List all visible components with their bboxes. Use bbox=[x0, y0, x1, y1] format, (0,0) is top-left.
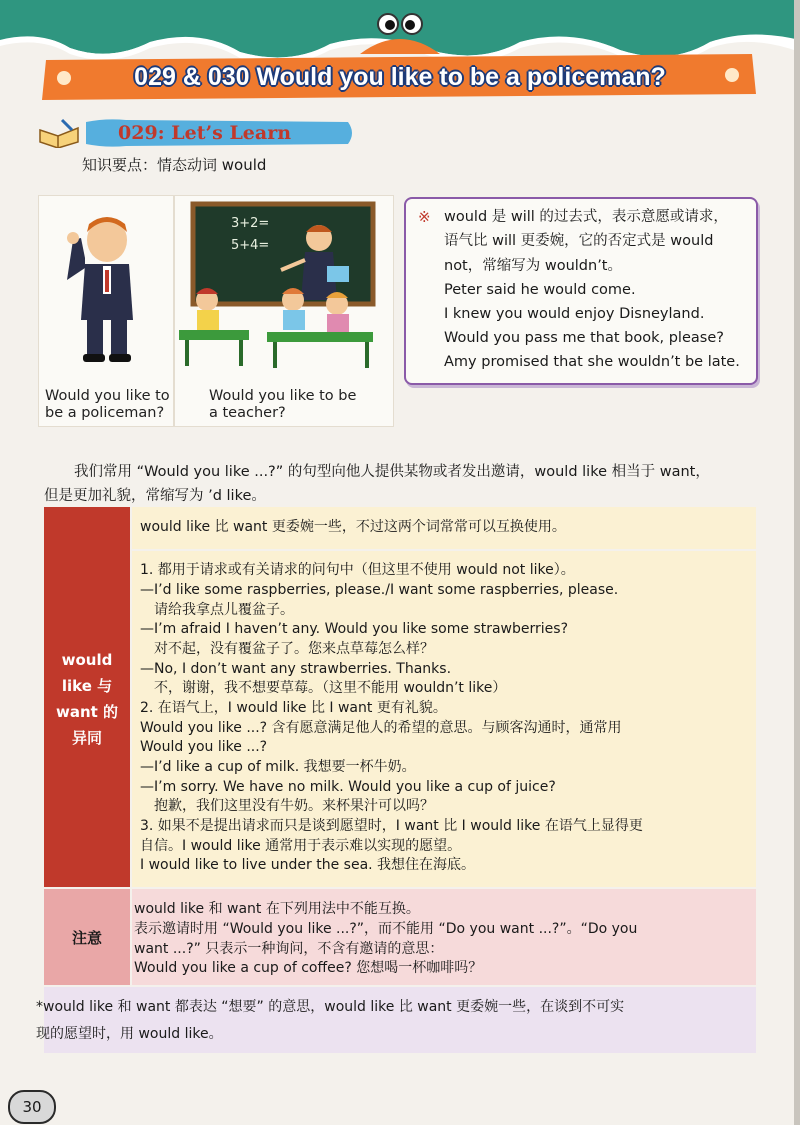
key-points: 知识要点：情态动词 would bbox=[82, 156, 267, 174]
caption-teacher-2: a teacher? bbox=[209, 405, 286, 421]
illustration-teacher bbox=[174, 195, 394, 427]
row2-line: 1. 都用于请求或有关请求的问句中（但这里不使用 would not like）。 bbox=[140, 562, 575, 578]
classroom-image bbox=[177, 200, 389, 372]
row2-line: Would you like ...? 含有愿意满足他人的希望的意思。与顾客沟通时，通常用 bbox=[140, 720, 622, 736]
reference-mark: ※ bbox=[418, 208, 431, 226]
caption-policeman-1: Would you like to bbox=[45, 388, 170, 404]
summary-line-1: *would like 和 want 都表达 “想要” 的意思，would like 比 want 更委婉一些，在谈到不可实 bbox=[36, 999, 625, 1015]
row2-line: —I’d like some raspberries, please./I want some raspberries, please. bbox=[140, 582, 619, 598]
board-text-1: 3+2= bbox=[231, 216, 270, 231]
row2-line: —I’m afraid I haven’t any. Would you like some strawberries? bbox=[140, 621, 569, 637]
row2-line: —I’m sorry. We have no milk. Would you like a cup of juice? bbox=[140, 779, 556, 795]
policeman-image bbox=[59, 210, 155, 366]
label-want: want 的 bbox=[55, 703, 119, 721]
note-line: Peter said he would come. bbox=[444, 282, 636, 298]
caption-policeman-2: be a policeman? bbox=[45, 405, 165, 421]
label-like: like 与 bbox=[61, 677, 113, 695]
illustration-policeman bbox=[38, 195, 174, 427]
row2-line: Would you like ...? bbox=[140, 739, 268, 755]
label-would: would bbox=[61, 651, 113, 669]
open-book-icon bbox=[38, 118, 80, 148]
page-title: 029 & 030 Would you like to be a policeman? bbox=[134, 63, 666, 91]
row3-line: want ...?” 只表示一种询问，不含有邀请的意思： bbox=[134, 941, 444, 957]
note-line: I knew you would enjoy Disneyland. bbox=[444, 306, 705, 322]
row2-line: —No, I don’t want any strawberries. Thanks. bbox=[140, 661, 452, 677]
note-line: would 是 will 的过去式，表示意愿或请求， bbox=[444, 209, 728, 225]
intro-line-1: 我们常用 “Would you like ...?” 的句型向他人提供某物或者发出邀请，would like 相当于 want， bbox=[74, 464, 710, 480]
row2-line: —I’d like a cup of milk. 我想要一杯牛奶。 bbox=[140, 759, 416, 775]
intro-line-2: 但是更加礼貌，常缩写为 ’d like。 bbox=[44, 488, 266, 504]
note-line: 语气比 will 更委婉，它的否定式是 would bbox=[444, 233, 714, 249]
comparison-table bbox=[36, 507, 756, 1053]
mascot-eyes-icon bbox=[360, 10, 440, 54]
grammar-note-box bbox=[404, 197, 758, 385]
label-note: 注意 bbox=[71, 929, 102, 947]
note-line: Amy promised that she wouldn’t be late. bbox=[444, 354, 740, 370]
row2-line: 2. 在语气上，I would like 比 I want 更有礼貌。 bbox=[140, 700, 447, 716]
caption-teacher-1: Would you like to be bbox=[209, 388, 357, 404]
page-number: 30 bbox=[8, 1090, 56, 1124]
row2-line: 抱歉，我们这里没有牛奶。来杯果汁可以吗？ bbox=[140, 798, 434, 814]
row3-line: would like 和 want 在下列用法中不能互换。 bbox=[134, 901, 420, 917]
row2-line: 3. 如果不是提出请求而只是谈到愿望时，I want 比 I would like 在语气上显得更 bbox=[140, 818, 643, 834]
row2-line: 不，谢谢，我不想要草莓。（这里不能用 wouldn’t like） bbox=[140, 680, 507, 696]
section-label: 029: Let’s Learn bbox=[118, 122, 292, 144]
row2-line: I would like to live under the sea. 我想住在海底。 bbox=[140, 857, 476, 873]
summary-line-2: 现的愿望时，用 would like。 bbox=[36, 1026, 223, 1042]
note-line: Would you pass me that book, please? bbox=[444, 330, 724, 346]
row1-text: would like 比 want 更委婉一些，不过这两个词常常可以互换使用。 bbox=[140, 519, 566, 535]
note-line: not，常缩写为 wouldn’t。 bbox=[444, 258, 622, 274]
row3-line: Would you like a cup of coffee? 您想喝一杯咖啡吗？ bbox=[134, 960, 483, 976]
label-diff: 异同 bbox=[71, 729, 102, 747]
board-text-2: 5+4= bbox=[231, 238, 270, 253]
row2-line: 对不起，没有覆盆子了。您来点草莓怎么样？ bbox=[140, 641, 434, 657]
row2-line: 自信。I would like 通常用于表示难以实现的愿望。 bbox=[140, 838, 462, 854]
row3-line: 表示邀请时用 “Would you like ...?”，而不能用 “Do you want ...?”。“Do you bbox=[134, 921, 638, 937]
row2-line: 请给我拿点儿覆盆子。 bbox=[140, 602, 294, 618]
page-edge bbox=[794, 0, 800, 1125]
